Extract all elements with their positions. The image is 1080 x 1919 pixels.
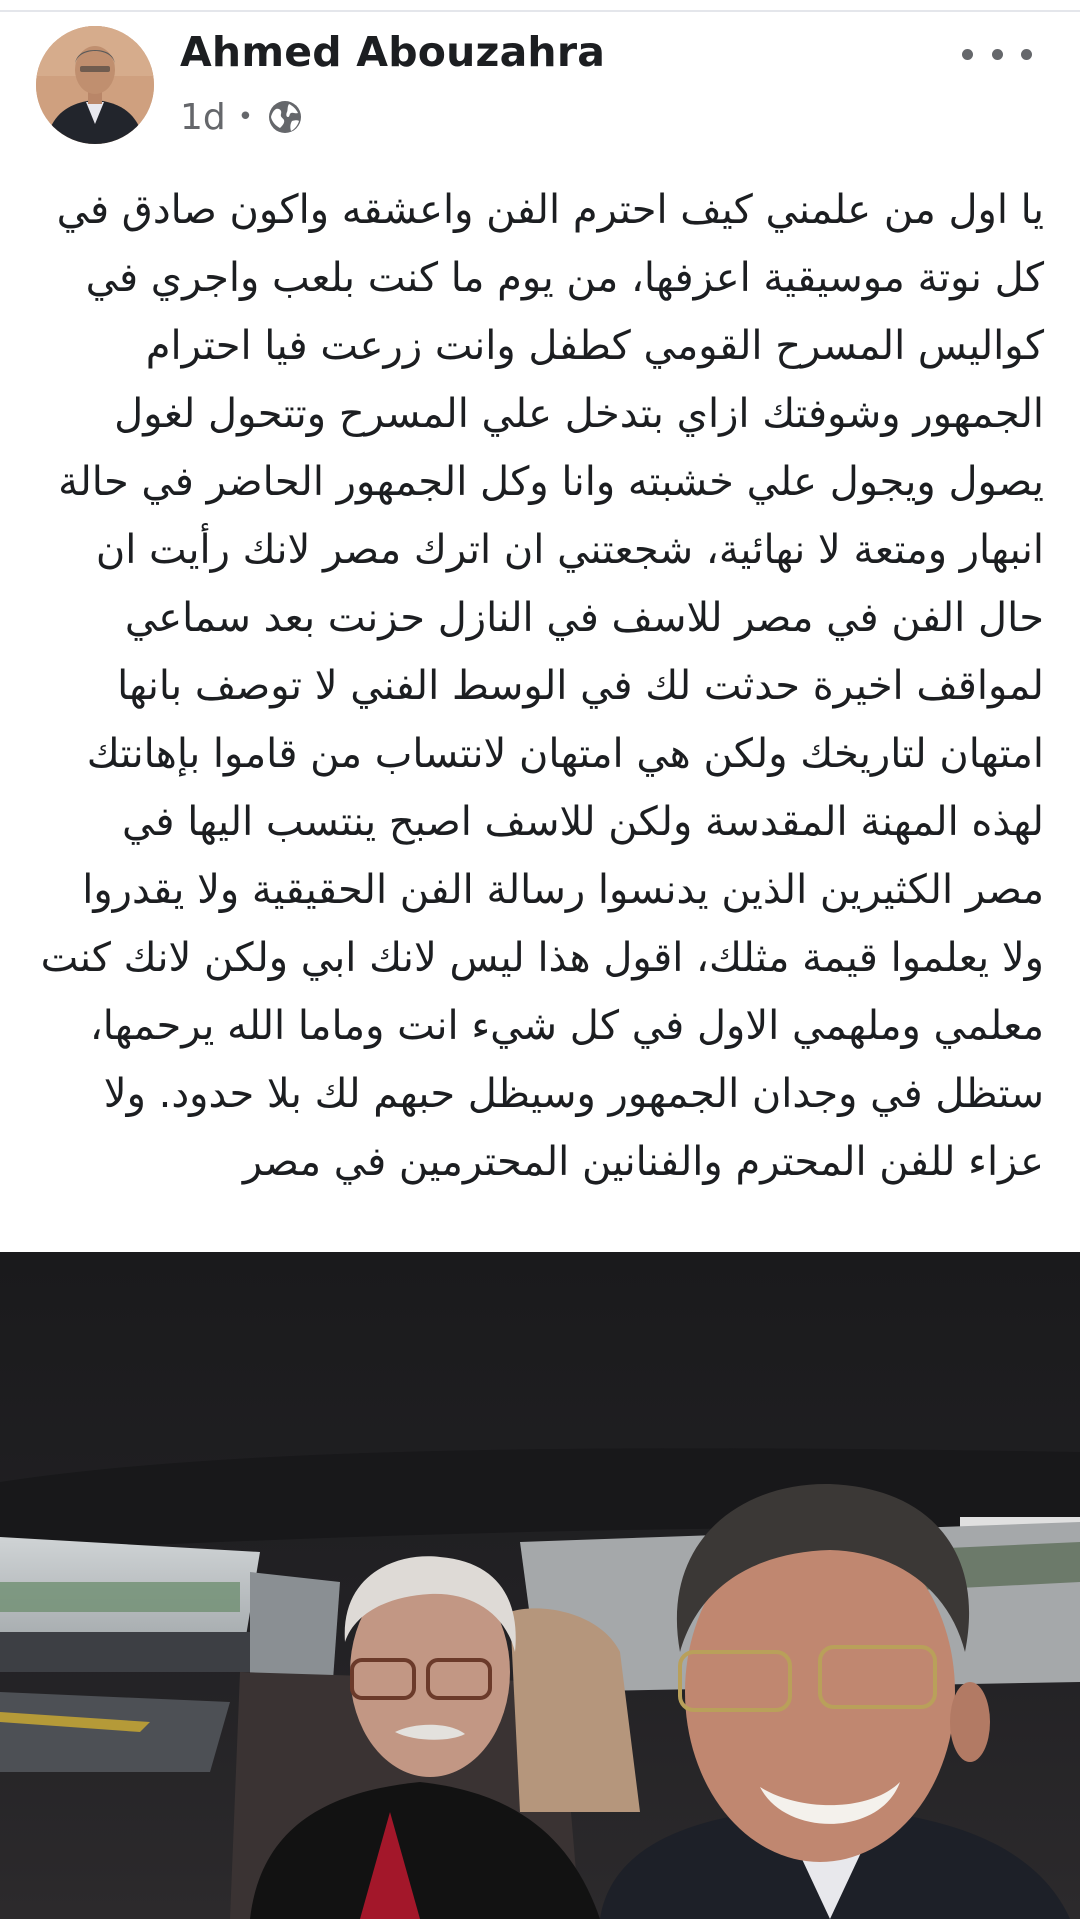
top-divider bbox=[0, 0, 1080, 12]
more-options-icon[interactable] bbox=[962, 34, 1032, 74]
more-dot bbox=[1021, 49, 1032, 60]
post-photo[interactable] bbox=[0, 1252, 1080, 1919]
meta-separator: • bbox=[237, 102, 254, 132]
car-selfie-image bbox=[0, 1252, 1080, 1919]
author-name[interactable]: Ahmed Abouzahra bbox=[180, 28, 606, 76]
post-meta bbox=[180, 92, 303, 142]
post-header bbox=[0, 12, 1080, 152]
author-avatar[interactable] bbox=[36, 26, 154, 144]
post-timestamp[interactable]: 1d bbox=[180, 96, 226, 138]
post-message: يا اول من علمني كيف احترم الفن واعشقه واكون صادق في كل نوتة موسيقية اعزفها، من يوم ما كنت بلعب واجري في كواليس المسرح القومي كطفل وانت زرعت فيا احترام الجمهور وشوفتك ازاي بتدخل علي المسرح وتتحول لغول يصول ويجول علي خشبته وانا وكل الجمهور الحاضر في حالة انبهار ومتعة لا نهائية، شجعتني ان اترك مصر لانك رأيت ان حال الفن في مصر للاسف في النازل حزنت بعد سماعي لمواقف اخيرة حدثت لك في الوسط الفني لا توصف بانها امتهان لتاريخك ولكن هي امتهان لانتساب من قاموا بإهانتك لهذه المهنة المقدسة ولكن للاسف اصبح ينتسب اليها في مصر الكثيرين الذين يدنسوا رسالة الفن الحقيقية ولا يقدروا ولا يعلموا قيمة مثلك، اقول هذا ليس لانك ابي ولكن لانك كنت معلمي وملهمي الاول في كل شيء انت وماما الله يرحمها، ستظل في وجدان الجمهور وسيظل حبهم لك بلا حدود. ولا عزاء للفن المحترم والفنانين المحترمين في مصر bbox=[40, 187, 1044, 1185]
globe-icon[interactable] bbox=[267, 99, 303, 135]
more-dot bbox=[962, 49, 973, 60]
more-dot bbox=[992, 49, 1003, 60]
avatar-photo bbox=[36, 26, 154, 144]
